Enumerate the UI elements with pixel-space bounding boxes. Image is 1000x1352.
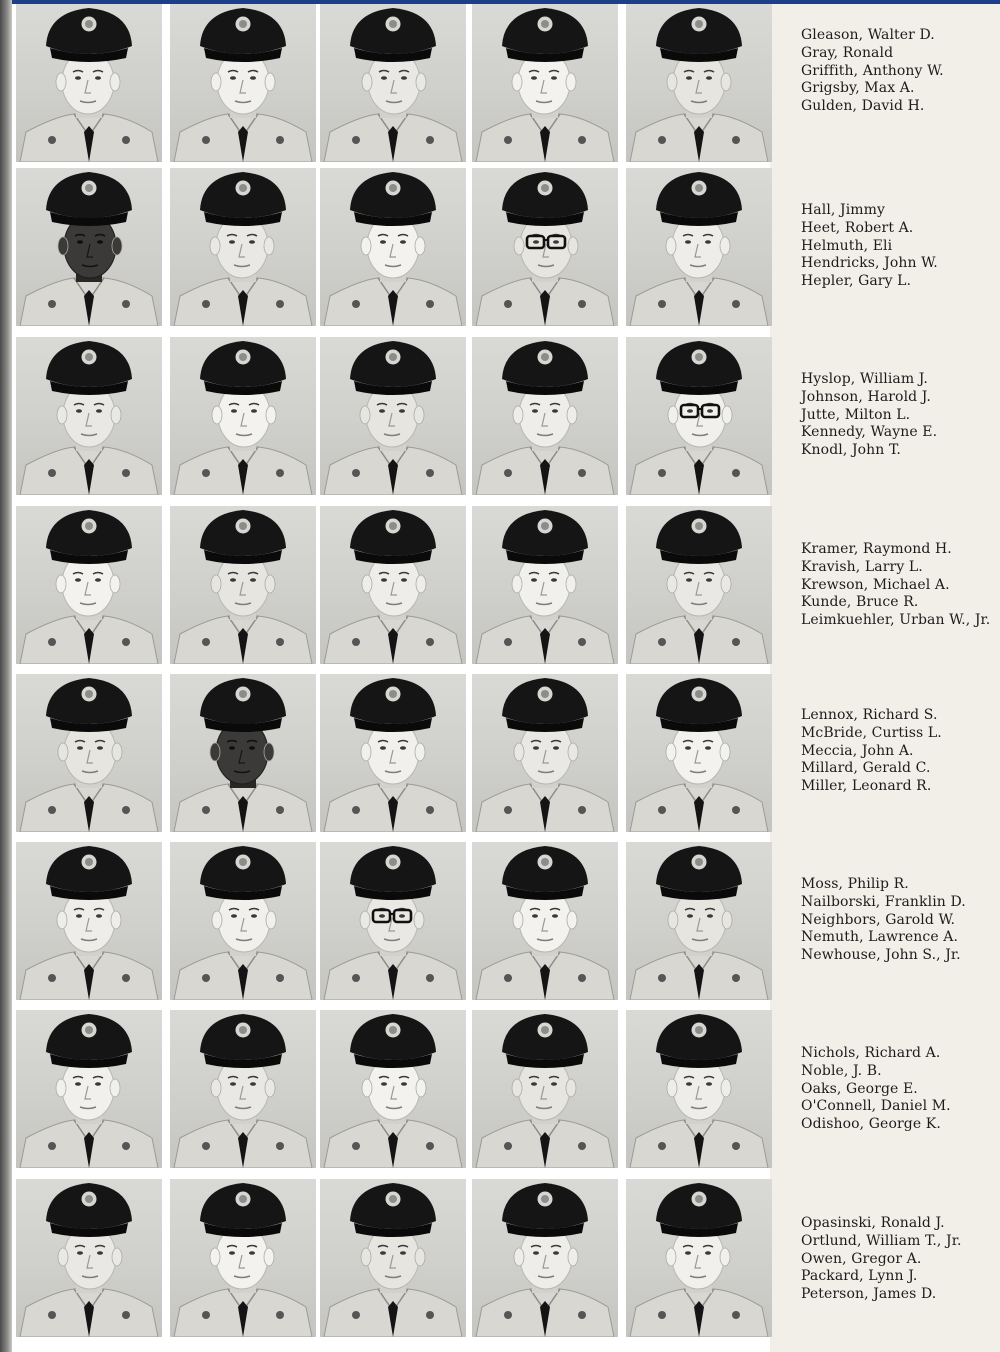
- name-list: [801, 27, 1000, 116]
- portrait-photo: [472, 1179, 618, 1337]
- name-list: [801, 541, 1000, 630]
- portrait-photo: [170, 337, 316, 495]
- portrait-photo: [320, 337, 466, 495]
- name-list: [801, 202, 1000, 291]
- person-name: Kunde, Bruce R.: [801, 594, 919, 611]
- portrait-row: [12, 1010, 770, 1168]
- portrait-row: [12, 337, 770, 495]
- person-name: O'Connell, Daniel M.: [801, 1098, 951, 1115]
- person-name: Neighbors, Garold W.: [801, 911, 956, 928]
- portrait-photo: [170, 674, 316, 832]
- portrait-photo: [626, 674, 772, 832]
- portrait-row: [12, 4, 770, 162]
- portrait-photo: [320, 1179, 466, 1337]
- person-name: Heet, Robert A.: [801, 219, 914, 236]
- portrait-photo: [320, 168, 466, 326]
- person-name: Jutte, Milton L.: [801, 406, 911, 423]
- portrait-row: [12, 168, 770, 326]
- person-name: Odishoo, George K.: [801, 1116, 941, 1133]
- portrait-photo: [16, 674, 162, 832]
- portrait-row: [12, 674, 770, 832]
- name-list: [801, 1215, 1000, 1304]
- portrait-photo: [16, 4, 162, 162]
- person-name: Meccia, John A.: [801, 742, 914, 759]
- portrait-row: [12, 842, 770, 1000]
- person-name: Opasinski, Ronald J.: [801, 1215, 945, 1231]
- person-name: Nemuth, Lawrence A.: [801, 929, 959, 946]
- portrait-photo: [626, 842, 772, 1000]
- person-name: Kennedy, Wayne E.: [801, 424, 938, 441]
- person-name: Knodl, John T.: [801, 442, 901, 459]
- portrait-photo: [472, 842, 618, 1000]
- person-name: Hyslop, William J.: [801, 371, 928, 387]
- person-name: Krewson, Michael A.: [801, 576, 950, 593]
- portrait-photo: [626, 4, 772, 162]
- person-name: Nichols, Richard A.: [801, 1045, 941, 1061]
- portrait-photo: [626, 337, 772, 495]
- portrait-photo: [320, 842, 466, 1000]
- person-name: Ortlund, William T., Jr.: [801, 1232, 962, 1249]
- portrait-photo: [170, 1179, 316, 1337]
- portrait-photo: [170, 168, 316, 326]
- person-name: Newhouse, John S., Jr.: [801, 947, 961, 964]
- person-name: Kramer, Raymond H.: [801, 541, 952, 557]
- portrait-photo: [626, 1010, 772, 1168]
- name-list: [801, 707, 1000, 796]
- portrait-photo: [472, 506, 618, 664]
- person-name: Noble, J. B.: [801, 1062, 882, 1079]
- person-name: Nailborski, Franklin D.: [801, 893, 966, 910]
- portrait-photo: [170, 506, 316, 664]
- portrait-photo: [320, 1010, 466, 1168]
- portrait-row: [12, 506, 770, 664]
- portrait-photo: [472, 168, 618, 326]
- portrait-photo: [16, 842, 162, 1000]
- person-name: Millard, Gerald C.: [801, 760, 931, 777]
- person-name: Miller, Leonard R.: [801, 778, 932, 795]
- person-name: Leimkuehler, Urban W., Jr.: [801, 612, 991, 629]
- person-name: Lennox, Richard S.: [801, 707, 938, 723]
- person-name: Peterson, James D.: [801, 1286, 937, 1303]
- portrait-row: [12, 1179, 770, 1337]
- person-name: Gleason, Walter D.: [801, 27, 935, 43]
- portrait-photo: [170, 1010, 316, 1168]
- name-list: [801, 371, 1000, 460]
- portrait-photo: [472, 674, 618, 832]
- person-name: Hendricks, John W.: [801, 255, 938, 272]
- portrait-photo: [472, 4, 618, 162]
- portrait-photo: [320, 506, 466, 664]
- person-name: Owen, Gregor A.: [801, 1250, 922, 1267]
- portrait-photo: [626, 1179, 772, 1337]
- book-spine-shadow: [0, 0, 12, 1352]
- person-name: Hepler, Gary L.: [801, 273, 912, 290]
- portrait-grid: [12, 4, 770, 1352]
- portrait-photo: [16, 1179, 162, 1337]
- person-name: Grigsby, Max A.: [801, 80, 915, 97]
- person-name: Packard, Lynn J.: [801, 1268, 918, 1285]
- portrait-photo: [170, 4, 316, 162]
- person-name: Johnson, Harold J.: [801, 388, 931, 405]
- person-name: Gulden, David H.: [801, 98, 925, 115]
- name-list: [801, 876, 1000, 965]
- person-name: Oaks, George E.: [801, 1080, 918, 1097]
- portrait-photo: [16, 1010, 162, 1168]
- portrait-photo: [472, 1010, 618, 1168]
- portrait-photo: [16, 337, 162, 495]
- portrait-photo: [472, 337, 618, 495]
- person-name: Kravish, Larry L.: [801, 558, 923, 575]
- portrait-photo: [170, 842, 316, 1000]
- person-name: Gray, Ronald: [801, 44, 894, 61]
- portrait-photo: [626, 168, 772, 326]
- portrait-photo: [626, 506, 772, 664]
- person-name: Griffith, Anthony W.: [801, 62, 944, 79]
- person-name: Moss, Philip R.: [801, 876, 909, 892]
- portrait-photo: [16, 506, 162, 664]
- person-name: Hall, Jimmy: [801, 202, 886, 218]
- person-name: McBride, Curtiss L.: [801, 724, 942, 741]
- person-name: Helmuth, Eli: [801, 237, 893, 254]
- name-list: [801, 1045, 1000, 1134]
- portrait-photo: [320, 674, 466, 832]
- portrait-photo: [320, 4, 466, 162]
- portrait-photo: [16, 168, 162, 326]
